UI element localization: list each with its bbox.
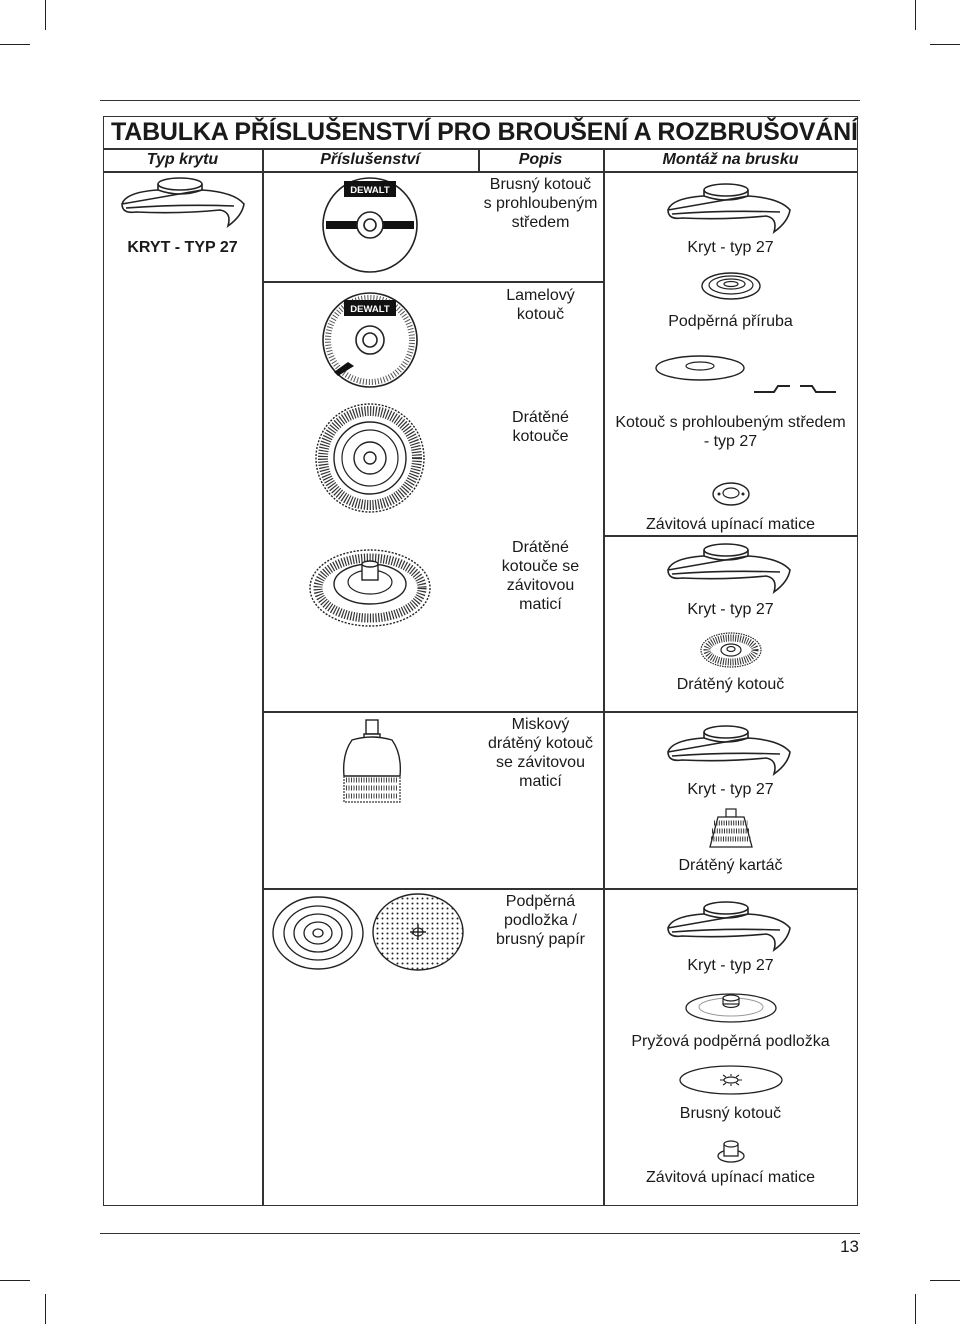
mount-flange-label: Podpěrná příruba — [668, 313, 793, 330]
mount-wheel-illustration — [650, 350, 840, 398]
crop-mark — [915, 1294, 916, 1324]
table-title: TABULKA PŘÍSLUŠENSTVÍ PRO BROUŠENÍ A ROZBRUŠOVÁNÍ — [111, 118, 858, 146]
mount-clamp-nut-illustration — [716, 1138, 746, 1164]
header-guard-type: Typ krytu — [146, 151, 219, 168]
row-divider — [262, 888, 858, 890]
mount-wire-wheel-illustration — [699, 630, 763, 670]
brand-logo: DEWALT — [350, 304, 390, 315]
clamp-nut-illustration — [711, 480, 751, 508]
flap-disc-illustration — [320, 290, 420, 390]
title-divider — [103, 148, 858, 150]
mount-guard-label: Kryt - typ 27 — [687, 781, 774, 798]
mount-wire-brush-label: Drátěný kartáč — [678, 857, 783, 874]
mount-nut-label: Závitová upínací matice — [646, 1169, 815, 1186]
crop-mark — [45, 1294, 46, 1324]
mount-nut-label: Závitová upínací matice — [646, 516, 815, 533]
header-mounting: Montáž na brusku — [662, 151, 799, 168]
page-number: 13 — [840, 1237, 859, 1256]
row-divider — [603, 535, 858, 537]
sanding-paper-illustration — [370, 891, 466, 973]
brand-logo: DEWALT — [350, 185, 390, 196]
mount-guard-label: Kryt - typ 27 — [687, 957, 774, 974]
backing-pad-illustration — [270, 893, 366, 973]
mount-guard-illustration — [662, 540, 796, 596]
description-depressed-wheel: Brusný kotouč s prohloubeným středem — [483, 176, 598, 231]
depressed-center-wheel-illustration — [320, 175, 420, 275]
mount-wire-brush-illustration — [706, 807, 756, 851]
crop-mark — [45, 0, 46, 30]
mount-wire-wheel-label: Drátěný kotouč — [676, 676, 785, 693]
mount-wheel-label: Kotouč s prohloubeným středem - typ 27 — [615, 414, 846, 450]
description-backing-pad: Podpěrná podložka / brusný papír — [496, 893, 585, 948]
crop-mark — [0, 1280, 30, 1281]
sanding-disc-illustration — [678, 1064, 784, 1096]
backing-flange-illustration — [700, 270, 762, 302]
threaded-wire-wheel-illustration — [306, 540, 434, 630]
cup-brush-illustration — [340, 718, 404, 810]
mount-guard-illustration — [662, 722, 796, 778]
description-flap-disc: Lamelový kotouč — [506, 287, 575, 323]
description-threaded-wire-wheel: Drátěné kotouče se závitovou maticí — [501, 539, 580, 613]
mount-disc-label: Brusný kotouč — [679, 1105, 782, 1122]
crop-mark — [915, 0, 916, 30]
description-wire-wheel: Drátěné kotouče — [512, 409, 569, 445]
crop-mark — [930, 1280, 960, 1281]
mount-guard-illustration — [662, 180, 796, 236]
row-divider — [262, 281, 604, 283]
header-accessory: Příslušenství — [320, 151, 420, 168]
footer-rule — [100, 1233, 860, 1234]
rubber-pad-illustration — [684, 990, 778, 1024]
guard-type-label: KRYT - TYP 27 — [127, 239, 238, 256]
column-divider — [262, 148, 264, 1206]
mount-guard-label: Kryt - typ 27 — [687, 239, 774, 256]
mount-rubber-pad-label: Pryžová podpěrná podložka — [631, 1033, 830, 1050]
guard-type27-illustration — [116, 174, 250, 230]
row-divider — [262, 711, 858, 713]
mount-guard-label: Kryt - typ 27 — [687, 601, 774, 618]
mount-guard-illustration — [662, 898, 796, 954]
header-description: Popis — [518, 151, 563, 168]
wire-wheel-illustration — [312, 400, 428, 516]
header-rule — [100, 100, 860, 101]
crop-mark — [930, 44, 960, 45]
description-cup-brush: Miskový drátěný kotouč se závitovou maticí — [488, 716, 593, 790]
header-divider — [103, 171, 858, 173]
crop-mark — [0, 44, 30, 45]
